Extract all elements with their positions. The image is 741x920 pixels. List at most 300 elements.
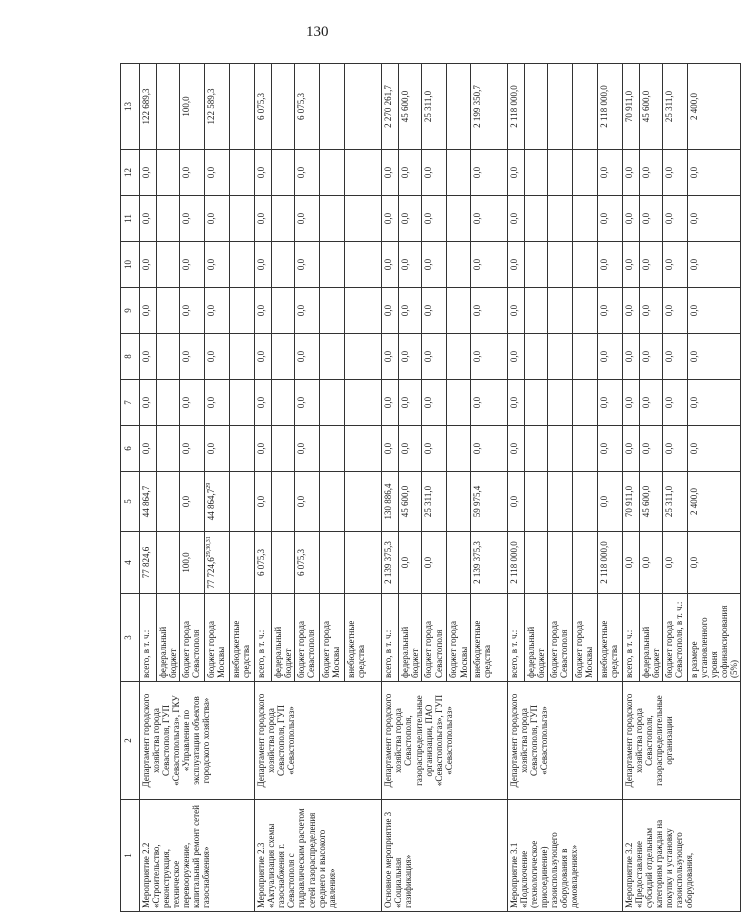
amount-cell <box>255 150 272 196</box>
amount-cell <box>422 288 447 334</box>
footnote-ref: 29 <box>206 482 213 489</box>
amount-cell <box>345 426 382 472</box>
amount-value: 0,0 <box>688 258 699 271</box>
amount-cell <box>470 288 507 334</box>
measure-name-cell: Мероприятие 3.1 «Подключение (технологическое присоединение) газоиспользующего оборудования в домовладениях» <box>507 800 622 912</box>
amount-cell <box>180 196 205 242</box>
amount-value: 0,0 <box>423 442 434 455</box>
amount-cell <box>547 532 572 594</box>
amount-value: 0,0 <box>688 442 699 455</box>
amount-cell <box>230 64 255 150</box>
amount-cell <box>422 532 447 594</box>
amount-cell <box>230 334 255 380</box>
page-number: 130 <box>306 24 329 40</box>
amount-value: 45 600,0 <box>400 90 411 123</box>
amount-cell <box>205 532 230 594</box>
amount-value: 2 118 000,0 <box>598 85 609 128</box>
amount-cell <box>687 150 740 196</box>
column-number: 7 <box>121 380 140 426</box>
amount-cell <box>422 472 447 532</box>
amount-cell <box>662 334 687 380</box>
amount-cell <box>180 150 205 196</box>
amount-cell <box>639 334 662 380</box>
amount-cell <box>572 64 597 150</box>
amount-value: 0,0 <box>256 350 267 363</box>
amount-cell <box>662 150 687 196</box>
amount-cell <box>205 196 230 242</box>
table-row <box>140 64 157 912</box>
amount-cell <box>572 288 597 334</box>
amount-value: 0,0 <box>688 166 699 179</box>
amount-value: 0,0 <box>508 396 519 409</box>
amount-value: 0,0 <box>598 258 609 271</box>
executor-cell: Департамент городского хозяйства города Севастополя, газораспределительные организации, ПАО «Севастопольгаз», ГУП «Севастопольгаз» <box>382 682 507 800</box>
amount-value: 0,0 <box>423 350 434 363</box>
amount-value: 0,0 <box>423 396 434 409</box>
funding-source-cell: федеральный бюджет <box>272 594 295 682</box>
amount-cell <box>399 532 422 594</box>
amount-value: 0,0 <box>423 166 434 179</box>
executor-cell: Департамент городского хозяйства города Севастополя, ГУП «Севастопольгаз», ГКУ «Управление по эксплуатации объектов городского хозяйства» <box>140 682 255 800</box>
table-row <box>507 64 524 912</box>
amount-cell <box>205 380 230 426</box>
amount-value: 0,0 <box>623 258 634 271</box>
amount-cell <box>470 426 507 472</box>
amount-cell <box>422 150 447 196</box>
amount-value: 0,0 <box>423 304 434 317</box>
amount-value: 0,0 <box>663 442 674 455</box>
amount-cell <box>524 334 547 380</box>
amount-value: 0,0 <box>471 166 482 179</box>
amount-value: 0,0 <box>141 212 151 225</box>
amount-cell <box>255 426 272 472</box>
amount-value: 0,0 <box>508 212 519 225</box>
amount-value: 0,0 <box>383 212 394 225</box>
amount-cell <box>230 472 255 532</box>
amount-value: 0,0 <box>383 350 394 363</box>
amount-cell <box>622 380 639 426</box>
funding-source-cell: всего, в т. ч.: <box>382 594 399 682</box>
amount-value: 0,0 <box>471 258 482 271</box>
executor-cell: Департамент городского хозяйства города Севастополя, газораспределительные организации <box>622 682 741 800</box>
amount-cell <box>157 288 180 334</box>
amount-cell <box>345 288 382 334</box>
amount-cell <box>272 196 295 242</box>
amount-cell <box>447 196 470 242</box>
amount-cell <box>524 472 547 532</box>
amount-cell <box>547 334 572 380</box>
amount-value: 0,0 <box>598 442 609 455</box>
amount-value: 0,0 <box>598 396 609 409</box>
amount-value: 0,0 <box>206 166 217 179</box>
amount-value: 0,0 <box>640 396 651 409</box>
amount-cell <box>295 242 320 288</box>
amount-cell <box>447 242 470 288</box>
amount-cell <box>507 288 524 334</box>
amount-cell <box>622 288 639 334</box>
amount-cell <box>662 64 687 150</box>
footnote-ref: 29,30,31 <box>206 536 213 558</box>
amount-cell <box>255 64 272 150</box>
amount-value: 0,0 <box>688 396 699 409</box>
amount-value: 0,0 <box>623 350 634 363</box>
funding-source-cell: федеральный бюджет <box>524 594 547 682</box>
amount-value: 0,0 <box>141 258 151 271</box>
amount-cell <box>140 150 157 196</box>
amount-value: 0,0 <box>423 556 434 569</box>
amount-value: 0,0 <box>206 442 217 455</box>
amount-cell <box>382 64 399 150</box>
funding-source-cell: бюджет города Москвы <box>572 594 597 682</box>
amount-value: 100,0 <box>181 552 192 573</box>
amount-cell <box>572 242 597 288</box>
amount-cell <box>272 532 295 594</box>
amount-value: 0,0 <box>471 442 482 455</box>
amount-value: 0,0 <box>141 396 151 409</box>
amount-value: 0,0 <box>623 304 634 317</box>
amount-cell <box>422 64 447 150</box>
amount-value: 0,0 <box>688 556 699 569</box>
amount-value: 0,0 <box>141 442 151 455</box>
funding-source-cell: всего, в т. ч.: <box>255 594 272 682</box>
amount-value: 0,0 <box>598 166 609 179</box>
amount-value: 70 911,0 <box>623 485 634 518</box>
amount-cell <box>205 150 230 196</box>
funding-source-cell: федеральный бюджет <box>639 594 662 682</box>
amount-cell <box>662 532 687 594</box>
amount-cell <box>687 196 740 242</box>
amount-cell <box>687 472 740 532</box>
column-number: 11 <box>121 196 140 242</box>
column-number: 8 <box>121 334 140 380</box>
amount-cell <box>345 242 382 288</box>
amount-value: 0,0 <box>640 166 651 179</box>
funding-source-cell: бюджет города Севастополя <box>547 594 572 682</box>
amount-value: 0,0 <box>296 212 307 225</box>
funding-source-cell: бюджет города Севастополя <box>422 594 447 682</box>
funding-source-cell: всего, в т. ч.: <box>140 594 157 682</box>
executor-cell: Департамент городского хозяйства города Севастополя, ГУП «Севастопольгаз» <box>255 682 382 800</box>
amount-cell <box>422 196 447 242</box>
amount-cell <box>320 426 345 472</box>
amount-cell <box>320 334 345 380</box>
amount-cell <box>597 150 622 196</box>
amount-cell <box>295 64 320 150</box>
amount-cell <box>687 242 740 288</box>
amount-cell <box>572 334 597 380</box>
amount-cell <box>687 288 740 334</box>
funding-source-cell: бюджет города Москвы <box>320 594 345 682</box>
amount-cell <box>230 288 255 334</box>
amount-cell <box>572 426 597 472</box>
amount-cell <box>662 472 687 532</box>
amount-value: 0,0 <box>400 396 411 409</box>
amount-cell <box>345 64 382 150</box>
amount-cell <box>447 334 470 380</box>
amount-cell <box>507 426 524 472</box>
amount-cell <box>597 532 622 594</box>
amount-value: 0,0 <box>296 350 307 363</box>
amount-value: 0,0 <box>383 166 394 179</box>
funding-source-cell: бюджет города Москвы <box>447 594 470 682</box>
amount-cell <box>399 426 422 472</box>
amount-cell <box>687 380 740 426</box>
amount-cell <box>140 426 157 472</box>
amount-cell <box>399 196 422 242</box>
column-number: 13 <box>121 64 140 150</box>
amount-cell <box>320 242 345 288</box>
amount-value: 0,0 <box>383 396 394 409</box>
amount-value: 0,0 <box>688 350 699 363</box>
amount-cell <box>524 196 547 242</box>
amount-value: 0,0 <box>296 495 307 508</box>
amount-cell <box>272 242 295 288</box>
amount-cell <box>140 472 157 532</box>
amount-cell <box>662 380 687 426</box>
amount-value: 0,0 <box>141 166 151 179</box>
amount-cell <box>622 64 639 150</box>
amount-cell <box>597 426 622 472</box>
amount-value: 0,0 <box>296 304 307 317</box>
amount-cell <box>255 242 272 288</box>
amount-value: 0,0 <box>640 212 651 225</box>
amount-cell <box>295 288 320 334</box>
amount-cell <box>572 150 597 196</box>
amount-cell <box>524 64 547 150</box>
funding-source-cell: бюджет города Севастополя <box>180 594 205 682</box>
amount-cell <box>272 64 295 150</box>
amount-cell <box>255 532 272 594</box>
amount-cell <box>547 288 572 334</box>
amount-value: 0,0 <box>400 556 411 569</box>
amount-cell <box>639 472 662 532</box>
amount-cell <box>320 288 345 334</box>
table-body <box>140 64 741 912</box>
funding-source-cell: федеральный бюджет <box>157 594 180 682</box>
amount-cell <box>547 472 572 532</box>
column-number: 6 <box>121 426 140 472</box>
table-row <box>382 64 399 912</box>
amount-value: 0,0 <box>296 166 307 179</box>
amount-cell <box>622 196 639 242</box>
amount-value: 100,0 <box>181 96 192 117</box>
amount-value: 0,0 <box>206 350 217 363</box>
amount-value: 25 311,0 <box>423 485 434 518</box>
amount-cell <box>255 288 272 334</box>
amount-value: 0,0 <box>383 258 394 271</box>
amount-cell <box>547 380 572 426</box>
amount-cell <box>157 150 180 196</box>
amount-value: 130 886,4 <box>383 483 394 520</box>
amount-cell <box>382 532 399 594</box>
amount-value: 25 311,0 <box>423 90 434 123</box>
amount-cell <box>140 242 157 288</box>
amount-value: 0,0 <box>663 212 674 225</box>
amount-value: 0,0 <box>508 258 519 271</box>
amount-value: 0,0 <box>383 442 394 455</box>
amount-cell <box>639 150 662 196</box>
amount-cell <box>687 334 740 380</box>
amount-cell <box>507 242 524 288</box>
amount-cell <box>230 242 255 288</box>
amount-cell <box>295 532 320 594</box>
amount-value: 0,0 <box>598 350 609 363</box>
amount-cell <box>597 380 622 426</box>
amount-cell <box>157 532 180 594</box>
amount-value: 0,0 <box>640 304 651 317</box>
amount-cell <box>597 472 622 532</box>
amount-cell <box>320 196 345 242</box>
rotated-table-container <box>120 64 740 912</box>
amount-cell <box>345 472 382 532</box>
amount-cell <box>524 426 547 472</box>
amount-cell <box>382 334 399 380</box>
amount-cell <box>639 196 662 242</box>
measure-name-cell: Мероприятие 2.3 «Актуализация схемы газоснабжения г. Севастополя с гидравлическим расчетом сетей газораспределения среднего и высокого давления» <box>255 800 382 912</box>
amount-cell <box>295 380 320 426</box>
amount-cell <box>180 472 205 532</box>
amount-cell <box>447 150 470 196</box>
amount-cell <box>622 426 639 472</box>
amount-cell <box>272 426 295 472</box>
amount-cell <box>572 532 597 594</box>
amount-cell <box>272 472 295 532</box>
amount-value: 2 270 261,7 <box>383 85 394 128</box>
amount-cell <box>320 532 345 594</box>
amount-value: 0,0 <box>181 396 192 409</box>
amount-cell <box>157 334 180 380</box>
amount-cell <box>470 196 507 242</box>
column-number-row <box>121 64 140 912</box>
amount-cell <box>507 472 524 532</box>
amount-value: 2 118 000,0 <box>598 541 609 584</box>
amount-cell <box>662 242 687 288</box>
amount-value: 0,0 <box>206 212 217 225</box>
amount-value: 0,0 <box>256 212 267 225</box>
amount-cell <box>639 380 662 426</box>
column-number: 10 <box>121 242 140 288</box>
amount-value: 25 311,0 <box>663 485 674 518</box>
amount-cell <box>470 532 507 594</box>
amount-value: 0,0 <box>400 212 411 225</box>
amount-value: 0,0 <box>256 495 267 508</box>
amount-cell <box>447 426 470 472</box>
funding-source-cell: всего, в т. ч.: <box>507 594 524 682</box>
amount-value: 0,0 <box>400 166 411 179</box>
amount-value: 0,0 <box>181 304 192 317</box>
amount-value: 0,0 <box>423 212 434 225</box>
amount-cell <box>180 242 205 288</box>
amount-value: 0,0 <box>256 396 267 409</box>
amount-cell <box>547 242 572 288</box>
amount-cell <box>382 472 399 532</box>
amount-value: 77 824,6 <box>141 546 151 579</box>
amount-cell <box>382 150 399 196</box>
amount-value: 0,0 <box>623 166 634 179</box>
amount-value: 0,0 <box>296 396 307 409</box>
amount-value: 0,0 <box>181 442 192 455</box>
amount-cell <box>399 64 422 150</box>
amount-cell <box>524 150 547 196</box>
amount-value: 0,0 <box>423 258 434 271</box>
amount-value: 122 589,3 <box>206 88 217 125</box>
amount-cell <box>422 334 447 380</box>
amount-cell <box>345 150 382 196</box>
amount-cell <box>382 288 399 334</box>
amount-value: 0,0 <box>623 396 634 409</box>
amount-value: 0,0 <box>141 304 151 317</box>
amount-value: 0,0 <box>471 350 482 363</box>
funding-source-cell: бюджет города Севастополя, в т. ч.: <box>662 594 687 682</box>
amount-cell <box>399 334 422 380</box>
amount-value: 70 911,0 <box>623 90 634 123</box>
amount-cell <box>597 196 622 242</box>
amount-cell <box>639 288 662 334</box>
amount-cell <box>687 532 740 594</box>
amount-cell <box>180 64 205 150</box>
amount-cell <box>205 242 230 288</box>
amount-cell <box>230 426 255 472</box>
amount-value: 0,0 <box>598 495 609 508</box>
amount-cell <box>230 150 255 196</box>
amount-value: 77 724,6 <box>206 557 217 589</box>
amount-value: 0,0 <box>141 350 151 363</box>
amount-cell <box>470 380 507 426</box>
amount-cell <box>140 64 157 150</box>
amount-cell <box>622 472 639 532</box>
amount-cell <box>470 64 507 150</box>
amount-cell <box>447 64 470 150</box>
amount-value: 0,0 <box>471 212 482 225</box>
amount-cell <box>447 288 470 334</box>
amount-cell <box>622 242 639 288</box>
amount-value: 0,0 <box>296 442 307 455</box>
amount-value: 0,0 <box>296 258 307 271</box>
amount-cell <box>507 150 524 196</box>
amount-cell <box>230 532 255 594</box>
amount-value: 0,0 <box>508 166 519 179</box>
amount-cell <box>662 426 687 472</box>
amount-value: 0,0 <box>400 304 411 317</box>
amount-cell <box>230 380 255 426</box>
amount-cell <box>140 288 157 334</box>
amount-cell <box>447 380 470 426</box>
amount-cell <box>205 426 230 472</box>
amount-cell <box>399 380 422 426</box>
amount-value: 0,0 <box>688 212 699 225</box>
table-row <box>255 64 272 912</box>
amount-value: 0,0 <box>383 304 394 317</box>
amount-value: 0,0 <box>508 442 519 455</box>
amount-value: 0,0 <box>256 258 267 271</box>
amount-value: 0,0 <box>623 442 634 455</box>
amount-cell <box>272 288 295 334</box>
amount-cell <box>507 334 524 380</box>
amount-cell <box>399 472 422 532</box>
amount-value: 0,0 <box>181 495 192 508</box>
amount-cell <box>639 426 662 472</box>
amount-cell <box>507 380 524 426</box>
amount-cell <box>345 196 382 242</box>
amount-value: 0,0 <box>640 350 651 363</box>
amount-cell <box>507 64 524 150</box>
amount-cell <box>345 532 382 594</box>
amount-value: 0,0 <box>663 396 674 409</box>
amount-cell <box>422 426 447 472</box>
amount-cell <box>547 426 572 472</box>
funding-source-cell: внебюджетные средства <box>597 594 622 682</box>
measure-name-cell: Мероприятие 2.2 «Строительство, реконструкция, техническое перевооружение, капитальный ремонт сетей газоснабжения» <box>140 800 255 912</box>
